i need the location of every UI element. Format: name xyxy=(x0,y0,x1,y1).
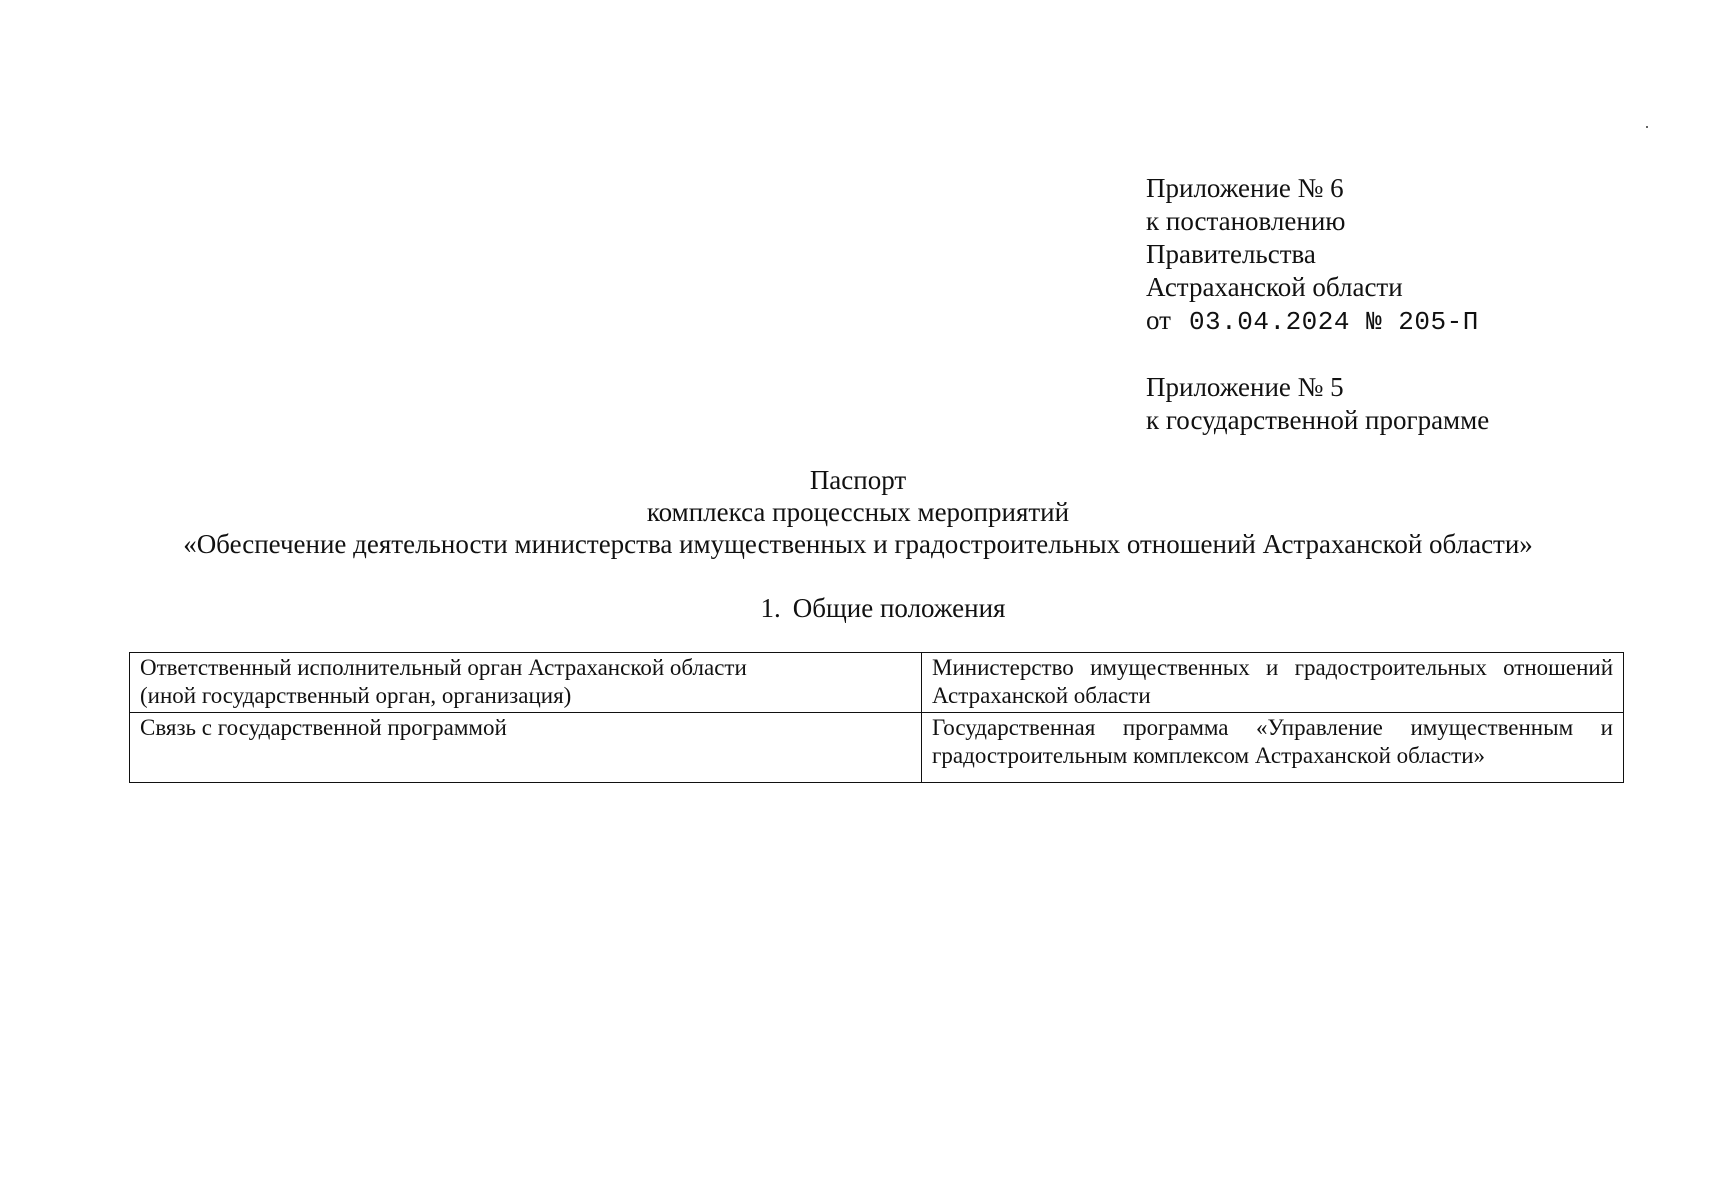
resolution-date-prefix: от xyxy=(1146,305,1171,335)
row-label-cell xyxy=(130,653,922,713)
row-value-cell: Министерство имущественных и градостроительных отношений Астраханской области xyxy=(922,653,1624,713)
scan-speck xyxy=(1646,126,1648,128)
resolution-date-line xyxy=(1146,304,1489,339)
row-label-cell xyxy=(130,713,922,783)
table-row xyxy=(130,653,1624,713)
previous-appendix-program: к государственной программе xyxy=(1146,405,1490,435)
title-program-name: «Обеспечение деятельности министерства имущественных и градостроительных отношений Астраханской области» xyxy=(183,529,1533,559)
section-heading xyxy=(0,592,1716,624)
document-title xyxy=(0,464,1716,560)
row-label-line: (иной государственный орган, организация) xyxy=(140,683,572,708)
row-label-line: Связь с государственной программой xyxy=(140,715,507,740)
section-title: Общие положения xyxy=(792,593,1006,623)
appendix-region: Астраханской области xyxy=(1146,272,1403,302)
section-number: 1. xyxy=(760,593,781,623)
title-complex: комплекса процессных мероприятий xyxy=(646,497,1070,527)
previous-appendix-number: Приложение № 5 xyxy=(1146,372,1344,402)
appendix-number: Приложение № 6 xyxy=(1146,173,1344,203)
approval-stamp xyxy=(1146,172,1489,437)
table-row xyxy=(130,713,1624,783)
row-value-cell: Государственная программа «Управление имущественным и градостроительным комплексом Астраханской области» xyxy=(922,713,1624,783)
resolution-date-number: 03.04.2024 № 205-П xyxy=(1188,307,1479,337)
title-passport: Паспорт xyxy=(809,465,907,495)
row-label-line: Ответственный исполнительный орган Астраханской области xyxy=(140,655,747,680)
appendix-to-resolution: к постановлению xyxy=(1146,206,1346,236)
appendix-government: Правительства xyxy=(1146,239,1316,269)
general-provisions-table xyxy=(129,652,1624,783)
